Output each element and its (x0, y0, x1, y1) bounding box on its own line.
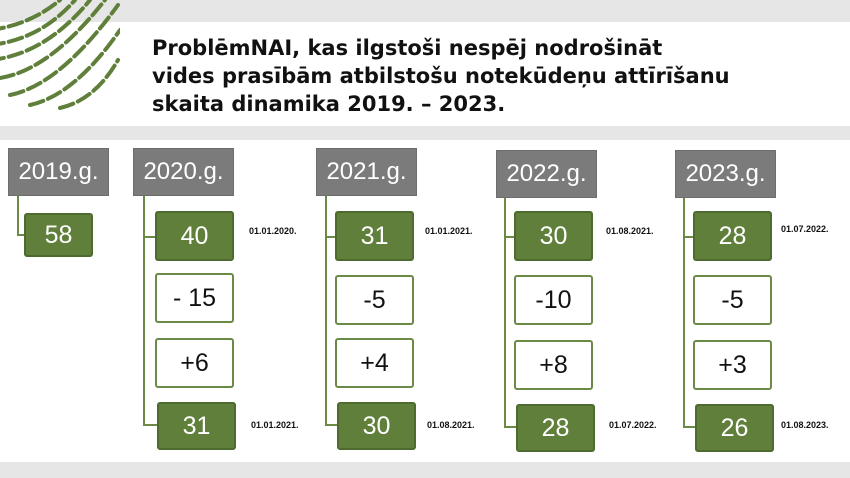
title-line-2: vides prasībām atbilstošu notekūdeņu attīrīšanu (152, 64, 730, 88)
title-line-1: ProblēmNAI, kas ilgstoši nespēj nodrošināt (152, 36, 663, 60)
start-date-2021: 01.01.2021. (425, 226, 473, 236)
start-date-2023: 01.07.2022. (781, 224, 829, 234)
decrease-2020: - 15 (155, 273, 234, 323)
end-date-2022: 01.07.2022. (609, 420, 657, 430)
end-date-2020: 01.01.2021. (251, 420, 299, 430)
start-date-2022: 01.08.2021. (606, 226, 654, 236)
decrease-2022: -10 (514, 275, 593, 325)
year-header-2020: 2020.g. (133, 148, 234, 196)
end-date-2021: 01.08.2021. (427, 420, 475, 430)
title-line-3: skaita dinamika 2019. – 2023. (152, 92, 506, 116)
end-value-2020: 31 (157, 402, 236, 450)
start-value-2023: 28 (693, 211, 772, 261)
year-header-2022: 2022.g. (496, 150, 597, 198)
increase-2020: +6 (155, 338, 234, 388)
increase-2021: +4 (335, 338, 414, 388)
decrease-2023: -5 (693, 275, 772, 325)
decrease-2021: -5 (335, 275, 414, 325)
value-2019: 58 (24, 213, 93, 257)
fingerprint-decoration-icon (0, 0, 120, 110)
end-value-2023: 26 (695, 404, 774, 452)
end-date-2023: 01.08.2023. (781, 420, 829, 430)
increase-2023: +3 (693, 340, 772, 390)
end-value-2021: 30 (337, 402, 416, 450)
increase-2022: +8 (514, 340, 593, 390)
year-header-2019: 2019.g. (8, 148, 109, 196)
start-value-2020: 40 (155, 211, 234, 261)
year-header-2023: 2023.g. (675, 150, 776, 198)
end-value-2022: 28 (516, 404, 595, 452)
page-title (152, 34, 772, 118)
year-header-2021: 2021.g. (316, 148, 417, 196)
start-value-2022: 30 (514, 211, 593, 261)
bottom-band (0, 462, 850, 478)
start-value-2021: 31 (335, 211, 414, 261)
top-band (0, 0, 850, 22)
start-date-2020: 01.01.2020. (249, 226, 297, 236)
